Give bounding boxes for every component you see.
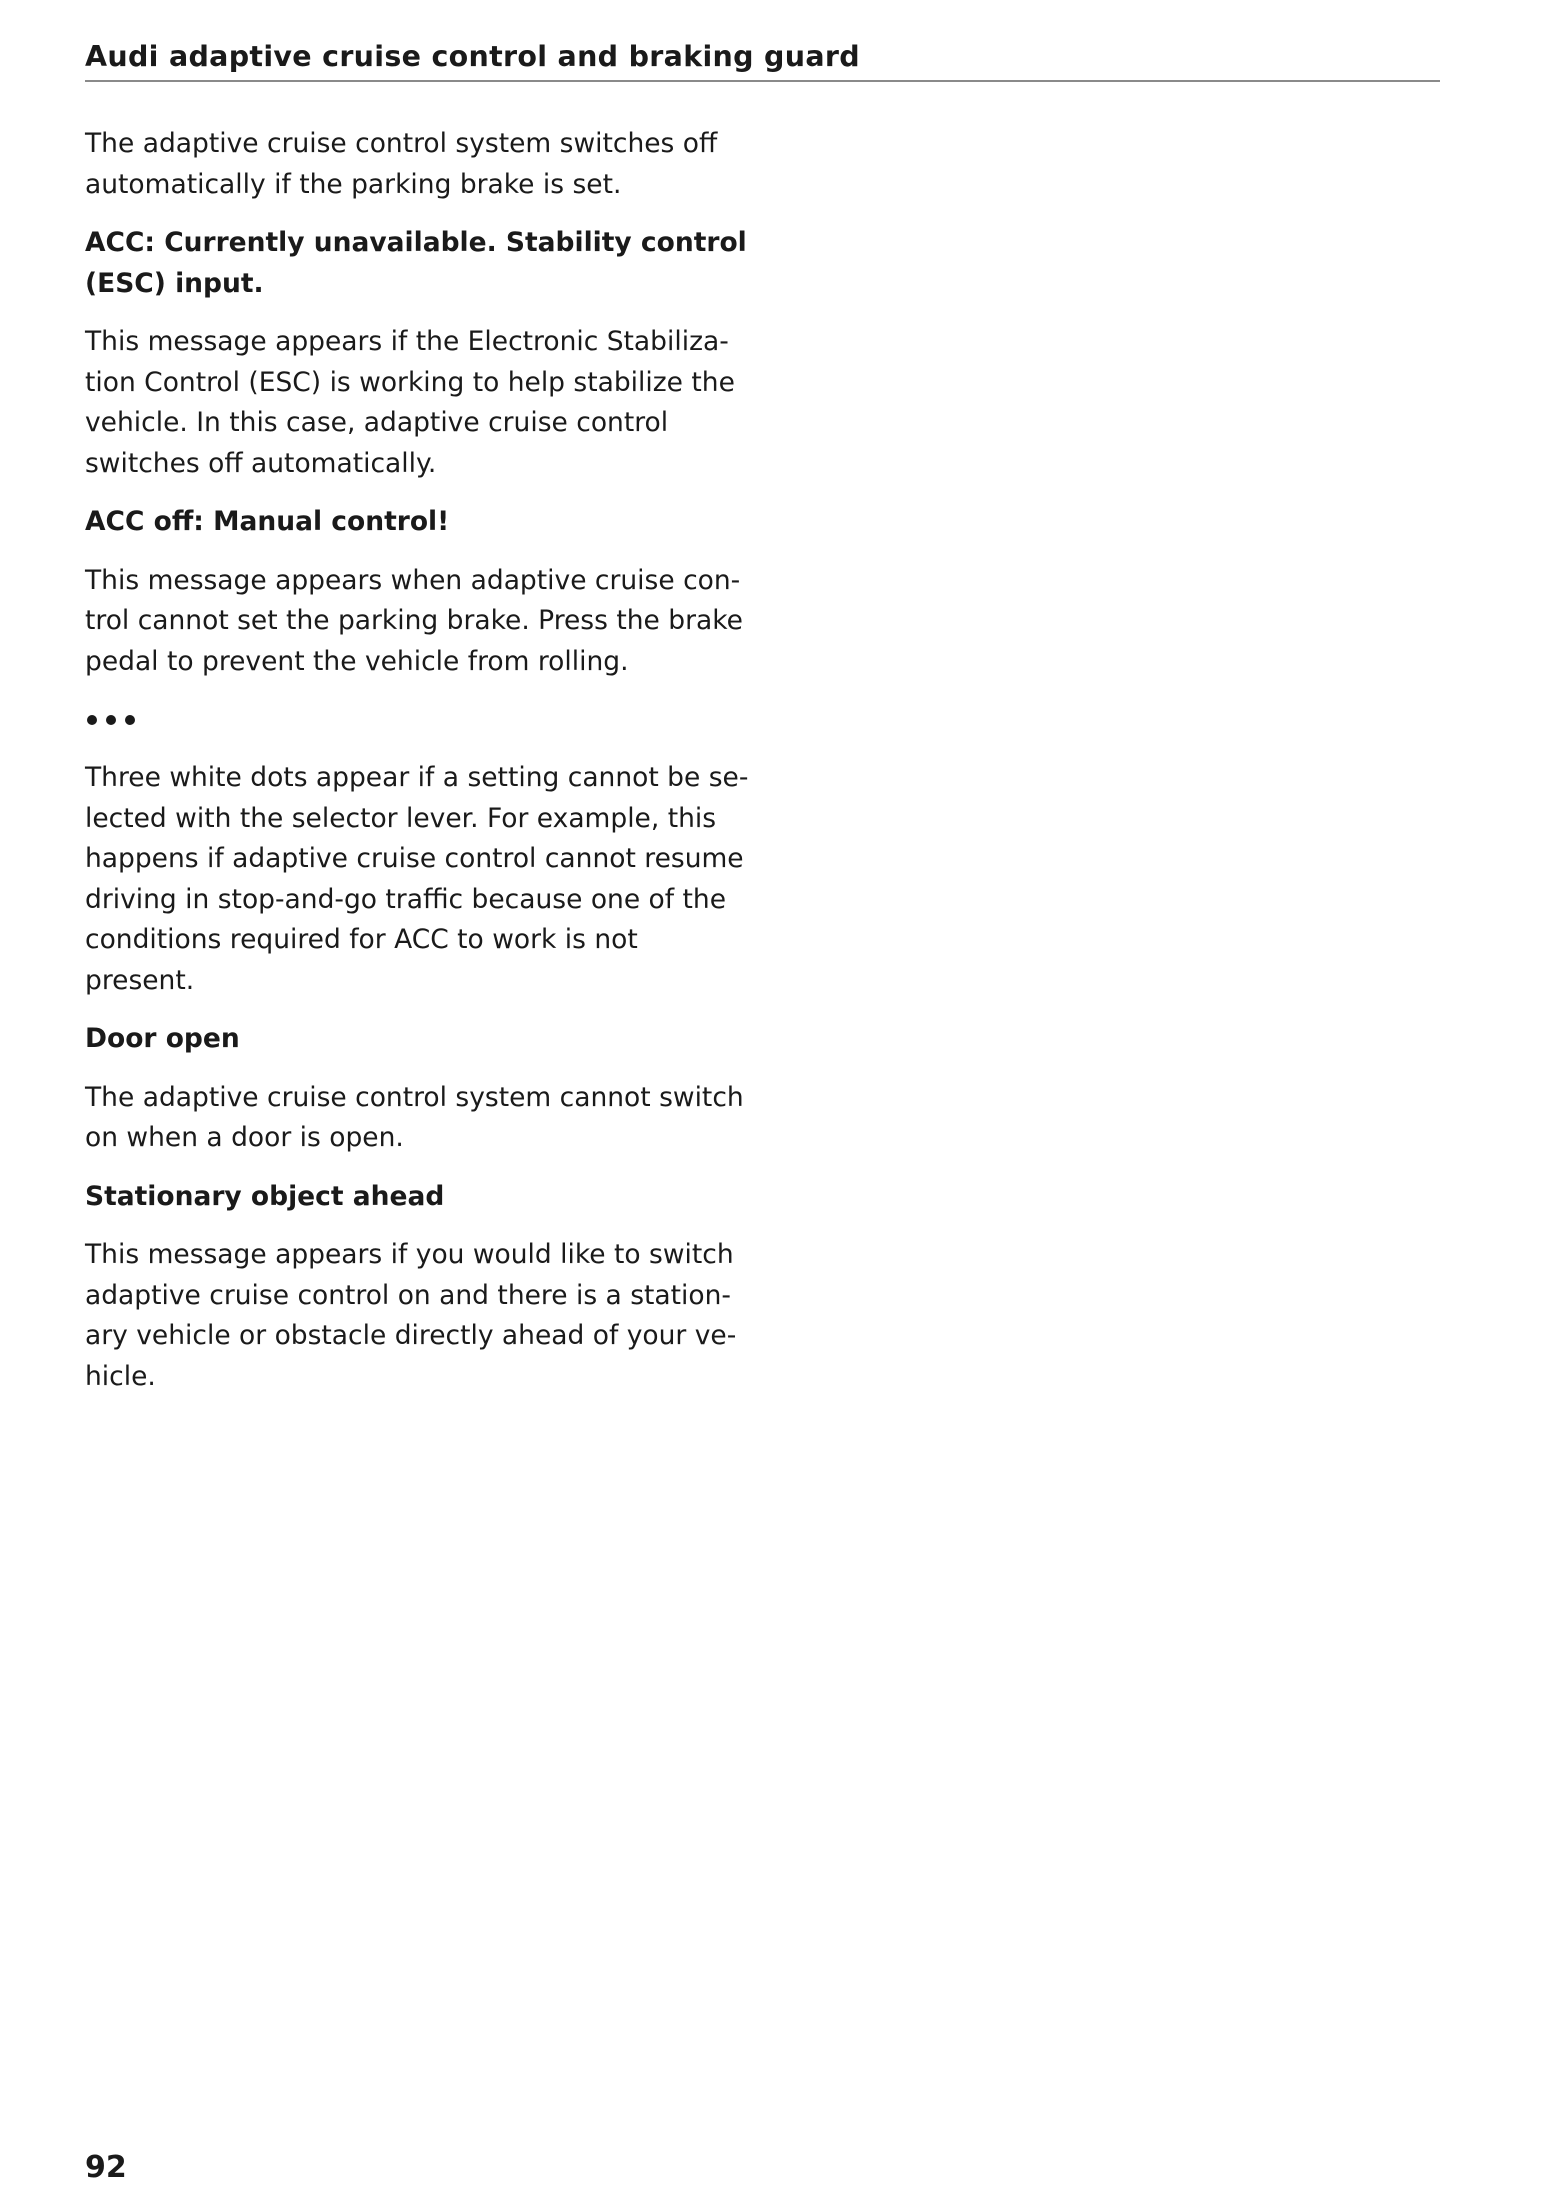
paragraph-door-open: The adaptive cruise control system cannot switch on when a door is open.	[85, 1081, 744, 1153]
paragraph-stationary-object: This message appears if you would like to switch adaptive cruise control on and there is a station- ary vehicle or obstacle directly ahead of your ve- hicle.	[85, 1239, 737, 1392]
paragraph-three-dots: Three white dots appear if a setting cannot be se- lected with the selector lever. For example, this happens if adaptive cruise control cannot resume driving in stop-and-go traffic because one of the conditions required for ACC to work is not present.	[85, 762, 749, 996]
page-title: Audi adaptive cruise control and braking guard	[85, 40, 860, 73]
paragraph-manual-control: This message appears when adaptive cruise con- trol cannot set the parking brake. Press the brake pedal to prevent the vehicle from rolling.	[85, 564, 743, 677]
heading-door-open: Door open	[85, 1023, 240, 1054]
three-dots-icon	[85, 700, 755, 740]
paragraph-esc: This message appears if the Electronic Stabiliza- tion Control (ESC) is working to help stabilize the vehicle. In this case, adaptive cruise control switches off automatically.	[85, 326, 735, 479]
dot-icon	[125, 715, 135, 725]
heading-acc-off-manual: ACC off: Manual control!	[85, 506, 450, 537]
page-header	[85, 40, 1440, 82]
page-number: 92	[85, 2150, 127, 2185]
main-content	[85, 124, 755, 1415]
paragraph-parking-brake: The adaptive cruise control system switches off automatically if the parking brake is set.	[85, 128, 718, 200]
heading-stationary-object: Stationary object ahead	[85, 1180, 445, 1212]
dot-icon	[87, 715, 97, 725]
dot-icon	[106, 715, 116, 725]
heading-acc-unavailable-esc: ACC: Currently unavailable. Stability control (ESC) input.	[85, 227, 747, 299]
